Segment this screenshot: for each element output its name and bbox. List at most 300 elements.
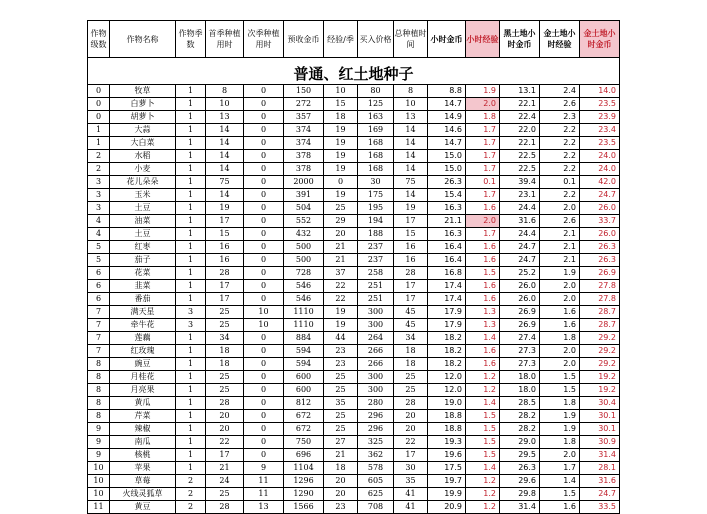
table-cell: 14.9 — [428, 111, 466, 124]
table-cell: 75 — [394, 176, 428, 189]
table-cell: 1.4 — [466, 332, 500, 345]
table-cell: 1 — [176, 449, 206, 462]
table-cell: 25 — [394, 384, 428, 397]
table-cell: 552 — [284, 215, 324, 228]
table-cell: 0 — [88, 85, 110, 98]
table-cell: 19.9 — [428, 488, 466, 501]
table-cell: 24.7 — [580, 189, 620, 202]
table-cell: 27.3 — [500, 345, 540, 358]
table-cell: 30 — [394, 462, 428, 475]
table-cell: 0 — [244, 111, 284, 124]
table-cell: 30.1 — [580, 410, 620, 423]
table-cell: 黄豆 — [110, 501, 176, 514]
table-cell: 19 — [206, 202, 244, 215]
table-cell: 163 — [358, 111, 394, 124]
table-cell: 8 — [88, 371, 110, 384]
table-cell: 13 — [394, 111, 428, 124]
table-row — [88, 280, 620, 293]
table-cell: 3 — [88, 189, 110, 202]
table-cell: 357 — [284, 111, 324, 124]
table-row — [88, 228, 620, 241]
table-cell: 19 — [324, 124, 358, 137]
table-cell: 15.0 — [428, 150, 466, 163]
table-row — [88, 176, 620, 189]
table-cell: 18 — [206, 345, 244, 358]
table-cell: 1 — [176, 150, 206, 163]
table-cell: 8 — [88, 384, 110, 397]
table-cell: 0 — [244, 189, 284, 202]
table-cell: 26.9 — [500, 306, 540, 319]
table-cell: 19.2 — [580, 384, 620, 397]
table-cell: 41 — [394, 501, 428, 514]
table-cell: 33.5 — [580, 501, 620, 514]
table-row — [88, 163, 620, 176]
table-cell: 31.6 — [500, 215, 540, 228]
table-cell: 2.2 — [540, 189, 580, 202]
table-cell: 0 — [324, 176, 358, 189]
table-row — [88, 215, 620, 228]
table-cell: 812 — [284, 397, 324, 410]
header-cell: 黑土地小时金币 — [500, 21, 540, 58]
table-cell: 土豆 — [110, 202, 176, 215]
table-cell: 504 — [284, 202, 324, 215]
table-cell: 1.7 — [466, 228, 500, 241]
table-cell: 1.6 — [466, 202, 500, 215]
table-cell: 605 — [358, 475, 394, 488]
table-cell: 28 — [206, 397, 244, 410]
table-cell: 7 — [88, 319, 110, 332]
table-cell: 26.0 — [580, 228, 620, 241]
table-cell: 8 — [206, 85, 244, 98]
table-cell: 番茄 — [110, 293, 176, 306]
table-cell: 9 — [244, 462, 284, 475]
table-cell: 10 — [394, 98, 428, 111]
table-cell: 18.2 — [428, 358, 466, 371]
table-cell: 20 — [394, 423, 428, 436]
table-cell: 17 — [394, 215, 428, 228]
table-cell: 25.2 — [500, 267, 540, 280]
table-cell: 31.4 — [500, 501, 540, 514]
table-cell: 500 — [284, 254, 324, 267]
table-cell: 578 — [358, 462, 394, 475]
table-cell: 2.2 — [540, 124, 580, 137]
table-cell: 1.9 — [540, 423, 580, 436]
table-cell: 1.9 — [540, 267, 580, 280]
table-cell: 0 — [244, 358, 284, 371]
table-cell: 玉米 — [110, 189, 176, 202]
table-cell: 1 — [176, 293, 206, 306]
table-cell: 22.1 — [500, 98, 540, 111]
table-cell: 29 — [324, 215, 358, 228]
table-cell: 39.4 — [500, 176, 540, 189]
table-cell: 1 — [176, 267, 206, 280]
table-cell: 14 — [206, 124, 244, 137]
table-cell: 28.7 — [580, 319, 620, 332]
table-row — [88, 371, 620, 384]
table-cell: 1 — [176, 410, 206, 423]
table-cell: 2.1 — [540, 228, 580, 241]
table-cell: 168 — [358, 137, 394, 150]
table-cell: 266 — [358, 358, 394, 371]
table-row — [88, 501, 620, 514]
table-cell: 1.9 — [466, 85, 500, 98]
table-row — [88, 241, 620, 254]
table-cell: 1 — [176, 436, 206, 449]
table-cell: 22 — [394, 436, 428, 449]
table-cell: 1 — [176, 241, 206, 254]
table-cell: 17 — [206, 215, 244, 228]
table-cell: 1 — [176, 358, 206, 371]
table-cell: 1.5 — [466, 449, 500, 462]
table-cell: 辣椒 — [110, 423, 176, 436]
table-cell: 11 — [244, 475, 284, 488]
table-cell: 3 — [176, 306, 206, 319]
table-cell: 20 — [324, 228, 358, 241]
table-cell: 月桂花 — [110, 371, 176, 384]
table-cell: 546 — [284, 280, 324, 293]
table-cell: 18.0 — [500, 371, 540, 384]
table-cell: 26.9 — [580, 267, 620, 280]
table-cell: 白萝卜 — [110, 98, 176, 111]
table-row — [88, 410, 620, 423]
table-cell: 2.1 — [540, 241, 580, 254]
table-cell: 30 — [358, 176, 394, 189]
table-cell: 45 — [394, 319, 428, 332]
table-cell: 水稻 — [110, 150, 176, 163]
table-cell: 1 — [176, 202, 206, 215]
table-cell: 14 — [394, 163, 428, 176]
table-row — [88, 332, 620, 345]
table-cell: 26.3 — [428, 176, 466, 189]
table-cell: 300 — [358, 371, 394, 384]
table-cell: 27 — [324, 436, 358, 449]
table-cell: 23.4 — [580, 124, 620, 137]
table-cell: 29.2 — [580, 358, 620, 371]
table-cell: 22 — [324, 280, 358, 293]
table-cell: 14 — [206, 163, 244, 176]
table-cell: 300 — [358, 306, 394, 319]
table-cell: 2.2 — [540, 137, 580, 150]
table-cell: 10 — [88, 475, 110, 488]
table-cell: 28.2 — [500, 410, 540, 423]
table-cell: 0 — [244, 137, 284, 150]
table-cell: 20 — [394, 410, 428, 423]
table-cell: 18 — [206, 358, 244, 371]
table-cell: 红玫瑰 — [110, 345, 176, 358]
table-cell: 7 — [88, 306, 110, 319]
table-cell: 37 — [324, 267, 358, 280]
table-cell: 1 — [176, 384, 206, 397]
table-cell: 0 — [244, 410, 284, 423]
table-cell: 6 — [88, 293, 110, 306]
table-cell: 0 — [244, 241, 284, 254]
table-cell: 374 — [284, 137, 324, 150]
table-cell: 21 — [324, 254, 358, 267]
table-cell: 2 — [88, 150, 110, 163]
table-cell: 27.3 — [500, 358, 540, 371]
table-cell: 8.8 — [428, 85, 466, 98]
table-cell: 2.0 — [540, 449, 580, 462]
table-cell: 29.8 — [500, 488, 540, 501]
table-cell: 大蒜 — [110, 124, 176, 137]
header-cell: 金土地小时经验 — [540, 21, 580, 58]
table-cell: 2.2 — [540, 150, 580, 163]
table-cell: 594 — [284, 345, 324, 358]
table-cell: 27.8 — [580, 293, 620, 306]
table-cell: 44 — [324, 332, 358, 345]
table-cell: 10 — [324, 85, 358, 98]
table-row — [88, 345, 620, 358]
table-cell: 14 — [394, 124, 428, 137]
table-cell: 22.1 — [500, 137, 540, 150]
table-cell: 17.4 — [428, 293, 466, 306]
table-cell: 1.4 — [540, 475, 580, 488]
table-cell: 11 — [244, 488, 284, 501]
header-cell: 买入价格 — [358, 21, 394, 58]
table-cell: 1110 — [284, 306, 324, 319]
table-cell: 小麦 — [110, 163, 176, 176]
table-cell: 237 — [358, 254, 394, 267]
table-cell: 14 — [394, 189, 428, 202]
table-cell: 25 — [324, 371, 358, 384]
table-cell: 1.7 — [466, 137, 500, 150]
table-cell: 1.8 — [540, 436, 580, 449]
table-row — [88, 449, 620, 462]
table-cell: 28 — [206, 267, 244, 280]
table-cell: 195 — [358, 202, 394, 215]
table-cell: 1 — [176, 163, 206, 176]
table-cell: 30.4 — [580, 397, 620, 410]
table-cell: 258 — [358, 267, 394, 280]
table-cell: 19.6 — [428, 449, 466, 462]
spreadsheet — [87, 20, 619, 514]
table-cell: 17.9 — [428, 319, 466, 332]
table-cell: 1 — [176, 176, 206, 189]
table-cell: 0 — [244, 384, 284, 397]
table-cell: 594 — [284, 358, 324, 371]
table-cell: 17 — [206, 449, 244, 462]
table-cell: 19 — [324, 137, 358, 150]
table-cell: 19.3 — [428, 436, 466, 449]
section-row — [88, 64, 620, 85]
table-cell: 14 — [206, 150, 244, 163]
table-cell: 2.1 — [540, 254, 580, 267]
table-cell: 672 — [284, 423, 324, 436]
table-cell: 34 — [394, 332, 428, 345]
table-cell: 22 — [206, 436, 244, 449]
table-cell: 18 — [394, 345, 428, 358]
table-cell: 18.8 — [428, 410, 466, 423]
table-cell: 28.5 — [500, 397, 540, 410]
table-cell: 23.1 — [500, 189, 540, 202]
table-cell: 24.7 — [580, 488, 620, 501]
table-cell: 20.9 — [428, 501, 466, 514]
table-cell: 21 — [324, 449, 358, 462]
table-cell: 29.5 — [500, 449, 540, 462]
table-cell: 29.2 — [580, 345, 620, 358]
table-cell: 12.0 — [428, 371, 466, 384]
table-cell: 1.5 — [466, 410, 500, 423]
table-cell: 28.2 — [500, 423, 540, 436]
table-cell: 21 — [206, 462, 244, 475]
table-cell: 10 — [88, 488, 110, 501]
header-cell: 金土地小时金币 — [580, 21, 620, 58]
table-cell: 0.1 — [540, 176, 580, 189]
table-cell: 432 — [284, 228, 324, 241]
table-cell: 884 — [284, 332, 324, 345]
table-row — [88, 293, 620, 306]
table-cell: 28.1 — [580, 462, 620, 475]
table-cell: 168 — [358, 163, 394, 176]
table-row — [88, 137, 620, 150]
table-row — [88, 98, 620, 111]
table-cell: 23.9 — [580, 111, 620, 124]
table-cell: 1 — [176, 124, 206, 137]
table-cell: 芹菜 — [110, 410, 176, 423]
table-cell: 18.2 — [428, 345, 466, 358]
table-row — [88, 306, 620, 319]
table-cell: 1.5 — [540, 488, 580, 501]
table-cell: 13 — [244, 501, 284, 514]
table-cell: 18.2 — [428, 332, 466, 345]
table-cell: 14.7 — [428, 137, 466, 150]
table-cell: 19 — [394, 202, 428, 215]
table-cell: 0 — [244, 436, 284, 449]
table-cell: 22.5 — [500, 150, 540, 163]
table-cell: 25 — [394, 371, 428, 384]
table-cell: 17 — [206, 293, 244, 306]
table-cell: 19 — [324, 163, 358, 176]
table-row — [88, 267, 620, 280]
table-cell: 16.4 — [428, 254, 466, 267]
table-cell: 韭菜 — [110, 280, 176, 293]
table-cell: 16.3 — [428, 228, 466, 241]
table-cell: 0.1 — [466, 176, 500, 189]
table-cell: 15.0 — [428, 163, 466, 176]
table-cell: 1 — [176, 228, 206, 241]
table-cell: 41 — [394, 488, 428, 501]
table-cell: 15.4 — [428, 189, 466, 202]
table-cell: 1 — [88, 124, 110, 137]
table-cell: 1 — [176, 345, 206, 358]
table-cell: 672 — [284, 410, 324, 423]
table-cell: 30.1 — [580, 423, 620, 436]
table-cell: 月亮果 — [110, 384, 176, 397]
table-cell: 27.4 — [500, 332, 540, 345]
table-cell: 0 — [88, 111, 110, 124]
table-cell: 25 — [324, 410, 358, 423]
table-cell: 1 — [176, 254, 206, 267]
table-cell: 22.5 — [500, 163, 540, 176]
table-cell: 5 — [88, 254, 110, 267]
table-cell: 19.2 — [580, 371, 620, 384]
table-cell: 378 — [284, 150, 324, 163]
table-cell: 14 — [394, 150, 428, 163]
table-cell: 23 — [324, 345, 358, 358]
table-cell: 2.3 — [540, 111, 580, 124]
table-cell: 1.5 — [540, 384, 580, 397]
table-cell: 17.4 — [428, 280, 466, 293]
table-cell: 南瓜 — [110, 436, 176, 449]
table-row — [88, 488, 620, 501]
table-cell: 29.6 — [500, 475, 540, 488]
table-cell: 25 — [206, 384, 244, 397]
table-cell: 25 — [324, 423, 358, 436]
table-cell: 1.2 — [466, 488, 500, 501]
table-cell: 2.0 — [540, 280, 580, 293]
table-row — [88, 397, 620, 410]
table-cell: 546 — [284, 293, 324, 306]
table-cell: 28 — [206, 501, 244, 514]
table-cell: 35 — [394, 475, 428, 488]
table-cell: 16 — [394, 241, 428, 254]
table-cell: 1.7 — [540, 462, 580, 475]
table-cell: 红枣 — [110, 241, 176, 254]
table-cell: 1296 — [284, 475, 324, 488]
table-cell: 26.3 — [500, 462, 540, 475]
table-row — [88, 254, 620, 267]
table-cell: 26.3 — [580, 241, 620, 254]
table-cell: 满天星 — [110, 306, 176, 319]
table-cell: 296 — [358, 423, 394, 436]
table-cell: 17 — [394, 293, 428, 306]
table-cell: 1.3 — [466, 319, 500, 332]
table-cell: 272 — [284, 98, 324, 111]
table-cell: 1566 — [284, 501, 324, 514]
table-cell: 1290 — [284, 488, 324, 501]
table-cell: 0 — [244, 254, 284, 267]
table-cell: 300 — [358, 384, 394, 397]
table-cell: 16.3 — [428, 202, 466, 215]
table-row — [88, 423, 620, 436]
table-cell: 9 — [88, 436, 110, 449]
table-cell: 1.6 — [540, 501, 580, 514]
table-cell: 1 — [176, 215, 206, 228]
table-cell: 28 — [394, 267, 428, 280]
header-cell: 作物季数 — [176, 21, 206, 58]
table-cell: 苹果 — [110, 462, 176, 475]
table-cell: 19 — [324, 189, 358, 202]
table-cell: 500 — [284, 241, 324, 254]
header-cell: 作物名称 — [110, 21, 176, 58]
table-cell: 24.4 — [500, 228, 540, 241]
table-cell: 296 — [358, 410, 394, 423]
table-cell: 1 — [176, 462, 206, 475]
table-cell: 374 — [284, 124, 324, 137]
table-cell: 1.4 — [466, 462, 500, 475]
table-cell: 23 — [324, 501, 358, 514]
table-cell: 2.0 — [540, 358, 580, 371]
table-cell: 2.0 — [540, 345, 580, 358]
table-cell: 13 — [206, 111, 244, 124]
table-cell: 莲藕 — [110, 332, 176, 345]
table-cell: 1 — [176, 189, 206, 202]
table-cell: 0 — [244, 332, 284, 345]
table-cell: 5 — [88, 241, 110, 254]
table-cell: 31.4 — [580, 449, 620, 462]
table-cell: 29.0 — [500, 436, 540, 449]
table-cell: 2 — [88, 163, 110, 176]
table-cell: 29.2 — [580, 332, 620, 345]
table-cell: 25 — [206, 306, 244, 319]
table-cell: 19 — [324, 319, 358, 332]
table-cell: 3 — [88, 176, 110, 189]
table-cell: 茄子 — [110, 254, 176, 267]
table-cell: 25 — [206, 488, 244, 501]
table-cell: 10 — [206, 98, 244, 111]
header-cell: 总种植时间 — [394, 21, 428, 58]
table-cell: 21.1 — [428, 215, 466, 228]
